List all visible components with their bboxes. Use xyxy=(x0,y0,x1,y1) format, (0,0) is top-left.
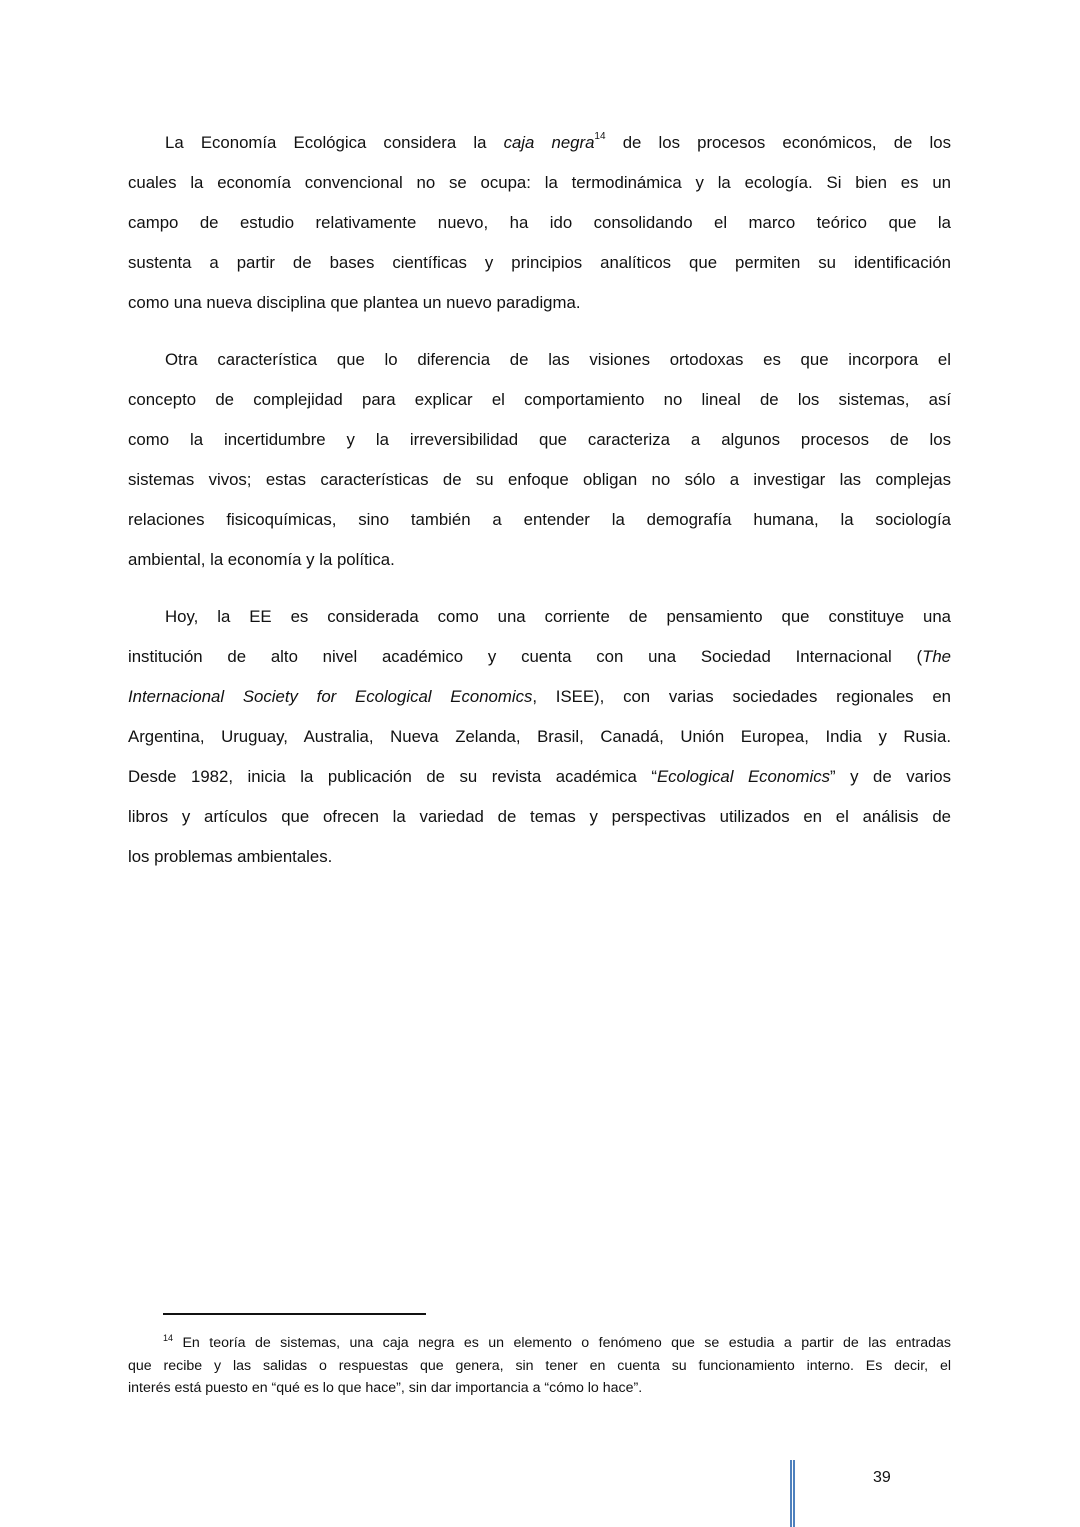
text-run: La Economía Ecológica considera la xyxy=(165,133,504,152)
paragraph xyxy=(128,340,951,580)
paragraph-line xyxy=(128,677,951,717)
text-run: de los procesos económicos, de los xyxy=(605,133,951,152)
text-run: libros y artículos que ofrecen la variedad de temas y perspectivas utilizados en el análisis de xyxy=(128,807,951,826)
paragraph-line xyxy=(128,717,951,757)
paragraph-line xyxy=(128,243,951,283)
paragraph-line xyxy=(128,837,951,877)
paragraph-line xyxy=(128,283,951,323)
paragraph-line xyxy=(128,757,951,797)
footnote-reference: 14 xyxy=(594,131,606,142)
text-run: como la incertidumbre y la irreversibilidad que caracteriza a algunos procesos de los xyxy=(128,430,951,449)
text-run: Otra característica que lo diferencia de las visiones ortodoxas es que incorpora el xyxy=(165,350,951,369)
text-run: En teoría de sistemas, una caja negra es un elemento o fenómeno que se estudia a partir de las entradas xyxy=(173,1335,951,1351)
page-number: 39 xyxy=(873,1469,891,1486)
text-run: que recibe y las salidas o respuestas que genera, sin tener en cuenta su funcionamiento interno. Es decir, el xyxy=(128,1357,951,1374)
italic-text: Ecological Economics xyxy=(656,767,831,786)
footnote-separator xyxy=(163,1313,426,1315)
footnote-line xyxy=(128,1355,951,1378)
text-run: Desde 1982, inicia la publicación de su revista académica “ xyxy=(128,767,657,786)
paragraph xyxy=(128,123,951,323)
footnote-reference: 14 xyxy=(163,1333,174,1343)
text-run: , ISEE), con varias sociedades regionales en xyxy=(532,687,951,706)
footnote-line xyxy=(128,1332,951,1355)
text-run: relaciones fisicoquímicas, sino también a entender la demografía humana, la sociología xyxy=(128,510,951,529)
text-run: campo de estudio relativamente nuevo, ha ido consolidando el marco teórico que la xyxy=(128,213,951,232)
text-run: ” y de varios xyxy=(830,767,951,786)
paragraph-line xyxy=(128,637,951,677)
text-run: Argentina, Uruguay, Australia, Nueva Zelanda, Brasil, Canadá, Unión Europea, India y Rusia. xyxy=(128,727,951,746)
page-number-bar xyxy=(790,1460,792,1527)
paragraph-line xyxy=(128,203,951,243)
text-run: sustenta a partir de bases científicas y principios analíticos que permiten su identificación xyxy=(128,253,951,272)
paragraph-line xyxy=(128,500,951,540)
italic-text: caja negra xyxy=(503,133,595,152)
paragraph-line xyxy=(128,420,951,460)
paragraph-line xyxy=(128,380,951,420)
italic-text: The xyxy=(922,647,951,666)
paragraph-line xyxy=(128,340,951,380)
paragraph-line xyxy=(128,123,951,163)
footnote-line xyxy=(128,1377,951,1400)
text-run: interés está puesto en “qué es lo que hace”, sin dar importancia a “cómo lo hace”. xyxy=(128,1380,643,1396)
paragraph xyxy=(128,597,951,877)
paragraph-line xyxy=(128,797,951,837)
text-run: Hoy, la EE es considerada como una corriente de pensamiento que constituye una xyxy=(165,607,951,626)
paragraph-line xyxy=(128,460,951,500)
paragraph-line xyxy=(128,540,951,580)
text-run: institución de alto nivel académico y cuenta con una Sociedad Internacional ( xyxy=(128,647,923,666)
text-run: sistemas vivos; estas características de su enfoque obligan no sólo a investigar las complejas xyxy=(128,470,951,489)
italic-text: Internacional Society for Ecological Economics xyxy=(128,687,533,706)
paragraph-line xyxy=(128,163,951,203)
text-run: ambiental, la economía y la política. xyxy=(128,550,395,569)
body-text xyxy=(128,123,951,894)
paragraph-line xyxy=(128,597,951,637)
text-run: concepto de complejidad para explicar el comportamiento no lineal de los sistemas, así xyxy=(128,390,951,409)
text-run: los problemas ambientales. xyxy=(128,847,333,866)
text-run: como una nueva disciplina que plantea un nuevo paradigma. xyxy=(128,293,581,312)
text-run: cuales la economía convencional no se ocupa: la termodinámica y la ecología. Si bien es un xyxy=(128,173,951,192)
footnote xyxy=(128,1332,951,1400)
